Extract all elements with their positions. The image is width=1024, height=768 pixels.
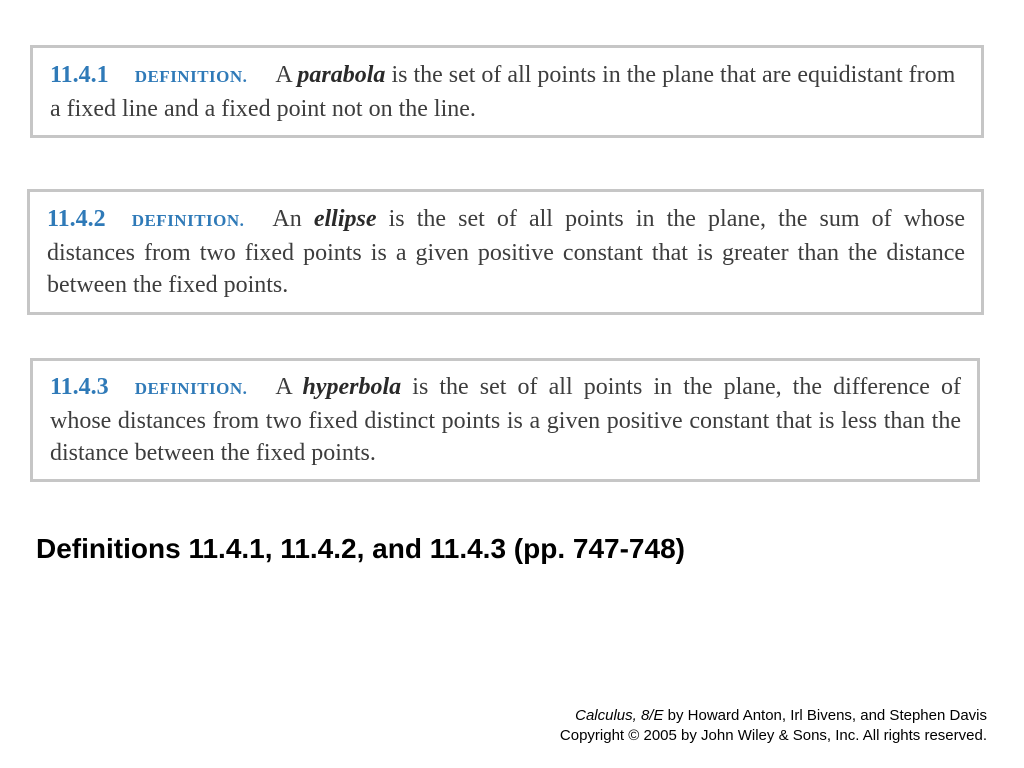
credits-line-book (560, 706, 987, 726)
definition-body: is the set of all points in the plane that are equidistant from a fixed line and a fixed point not on the line. (50, 62, 956, 122)
definition-box-ellipse (27, 189, 984, 315)
book-authors: by Howard Anton, Irl Bivens, and Stephen Davis (663, 707, 987, 724)
definition-text (50, 59, 965, 125)
definition-lead: A (275, 62, 292, 88)
definition-number: 11.4.2 (47, 206, 106, 232)
slide-caption: Definitions 11.4.1, 11.4.2, and 11.4.3 (pp. 747-748) (36, 533, 685, 564)
definition-box-hyperbola (30, 358, 980, 482)
definition-label: DEFINITION. (134, 379, 248, 398)
definition-body: is the set of all points in the plane, the sum of whose distances from two fixed points is a given positive constant that is greater than the distance between the fixed points. (47, 206, 966, 298)
definition-body: is the set of all points in the plane, the difference of whose distances from two fixed distinct points is a given positive constant that is less than the distance between the fixed points. (50, 374, 961, 466)
definition-text (47, 203, 965, 301)
definition-lead: A (275, 374, 292, 400)
definition-lead: An (272, 206, 302, 232)
definition-term: ellipse (313, 206, 377, 232)
definition-box-parabola (30, 45, 984, 138)
book-title: Calculus, 8/E (575, 707, 664, 724)
definition-number: 11.4.3 (50, 374, 109, 400)
credits-copyright: Copyright © 2005 by John Wiley & Sons, Inc. All rights reserved. (559, 727, 987, 744)
definition-term: hyperbola (302, 374, 402, 400)
definition-term: parabola (297, 62, 386, 88)
credits-footer (560, 706, 987, 746)
definition-text (50, 371, 961, 469)
definition-number: 11.4.1 (50, 62, 109, 88)
definition-label: DEFINITION. (134, 67, 248, 86)
definition-label: DEFINITION. (131, 211, 245, 230)
